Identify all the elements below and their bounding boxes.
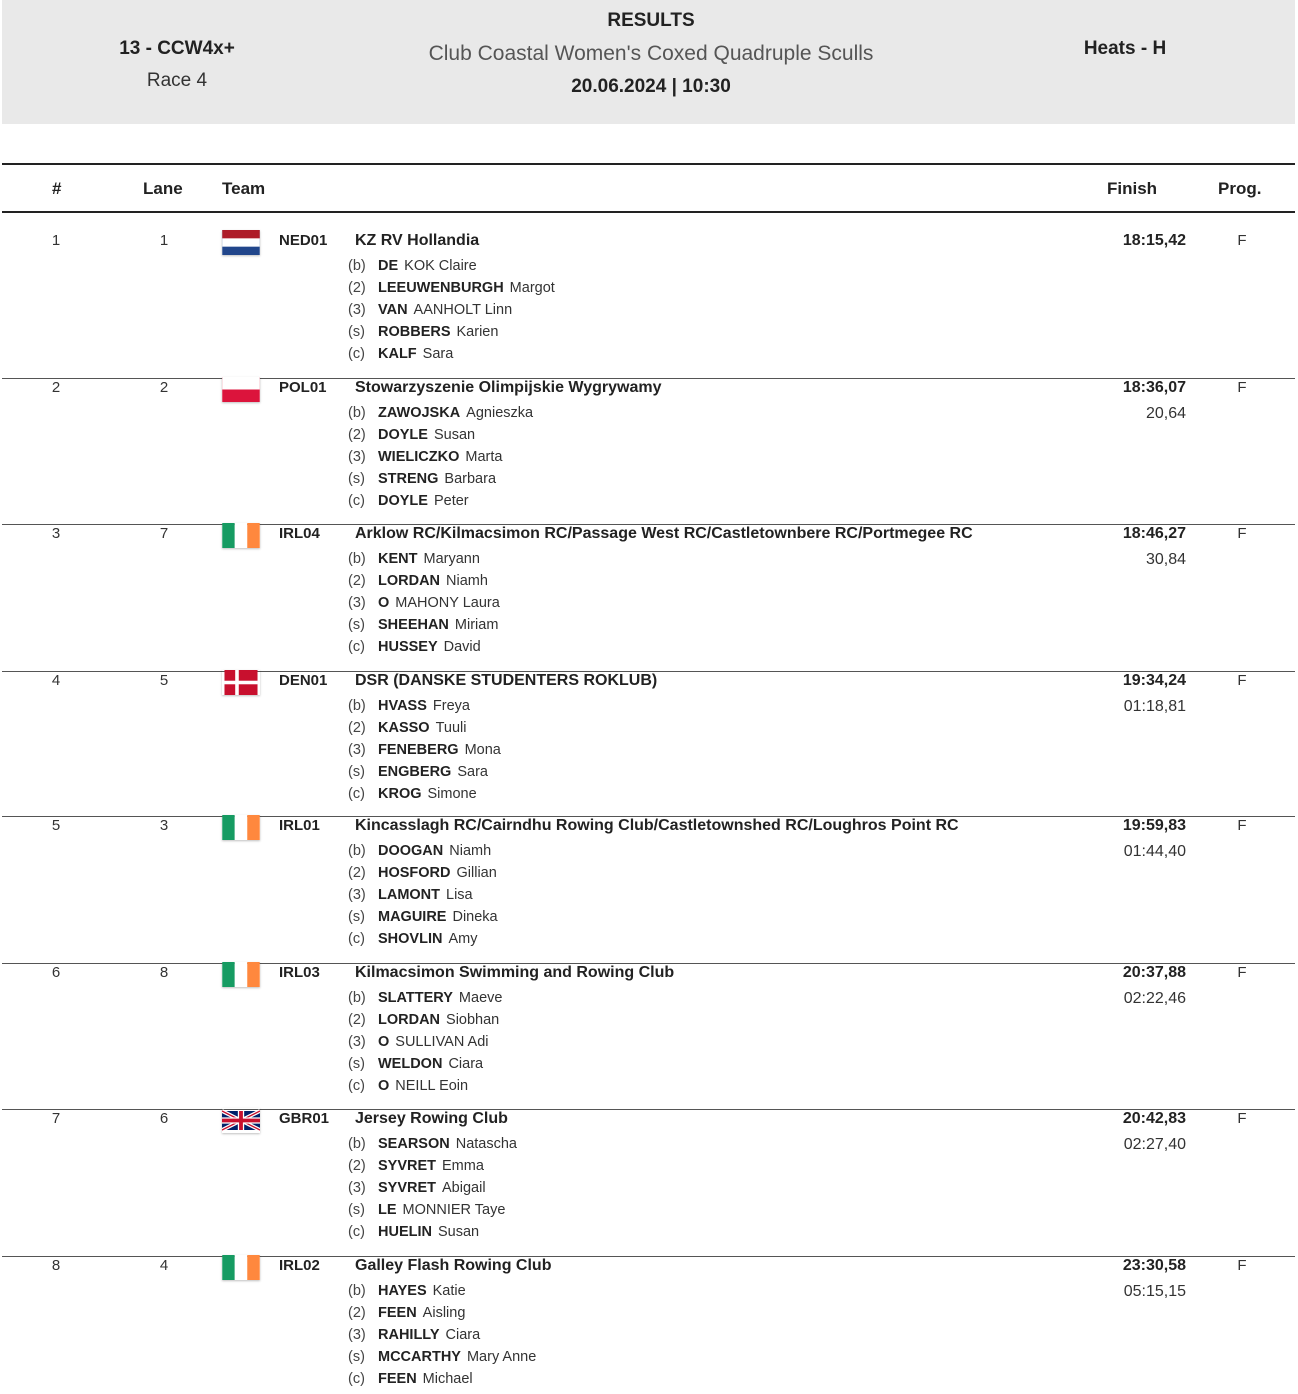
athlete-given-name: KOK Claire	[404, 258, 477, 274]
time-behind: 30,84	[1145, 551, 1186, 568]
athlete-surname: LAMONT	[378, 887, 441, 903]
crew-member	[348, 493, 533, 515]
seat-position: (s)	[348, 617, 365, 633]
seat-position: (b)	[348, 1283, 366, 1299]
race-datetime: 20.06.2024 | 10:30	[571, 76, 731, 97]
seat-position: (3)	[348, 1180, 366, 1196]
athlete-given-name: David	[443, 639, 481, 655]
progression: F	[1237, 964, 1247, 981]
ireland-flag-icon	[222, 1255, 260, 1280]
seat-position: (3)	[348, 302, 366, 318]
time-behind: 02:27,40	[1123, 1136, 1186, 1153]
club-name: Stowarzyszenie Olimpijskie Wygrywamy	[355, 379, 662, 396]
athlete-given-name: MONNIER Taye	[402, 1202, 506, 1218]
athlete-surname: RAHILLY	[378, 1327, 440, 1343]
seat-position: (b)	[348, 1136, 366, 1152]
athlete-given-name: Sara	[457, 764, 488, 780]
athlete-surname: STRENG	[378, 471, 439, 487]
seat-position: (c)	[348, 346, 365, 362]
finish-time: 19:59,83	[1122, 817, 1186, 834]
athlete-given-name: Maeve	[458, 990, 503, 1006]
athlete-surname: DE	[378, 258, 399, 274]
finish-time: 19:34,24	[1122, 672, 1186, 689]
team-code: DEN01	[279, 672, 328, 689]
crew-member	[348, 405, 533, 427]
team-code: IRL03	[279, 964, 320, 981]
athlete-given-name: Tuuli	[435, 720, 467, 736]
athlete-given-name: Marta	[465, 449, 503, 465]
athlete-given-name: Simone	[427, 786, 477, 802]
crew-list	[348, 843, 498, 953]
athlete-surname: WELDON	[378, 1056, 443, 1072]
team-code: POL01	[279, 379, 327, 396]
seat-position: (c)	[348, 1224, 365, 1240]
results-title-block	[351, 10, 951, 98]
table-row	[2, 672, 1295, 817]
crew-member	[348, 1349, 536, 1371]
athlete-given-name: Margot	[509, 280, 555, 296]
crew-member	[348, 1371, 536, 1393]
rank-cell: 1	[51, 232, 61, 249]
club-name: Kilmacsimon Swimming and Rowing Club	[355, 964, 675, 981]
athlete-given-name: Dineka	[452, 909, 498, 925]
crew-member	[348, 698, 501, 720]
ireland-flag-icon	[222, 962, 260, 987]
seat-position: (3)	[348, 449, 366, 465]
team-code: IRL01	[279, 817, 320, 834]
seat-position: (2)	[348, 1158, 366, 1174]
seat-position: (c)	[348, 1078, 365, 1094]
crew-member	[348, 1202, 517, 1224]
crew-member	[348, 324, 555, 346]
seat-position: (b)	[348, 405, 366, 421]
athlete-surname: DOYLE	[378, 493, 428, 509]
athlete-surname: LEEUWENBURGH	[378, 280, 504, 296]
lane-cell: 2	[159, 379, 169, 396]
time-behind: 01:44,40	[1123, 843, 1186, 860]
athlete-given-name: Michael	[422, 1371, 473, 1387]
athlete-given-name: AANHOLT Linn	[413, 302, 513, 318]
athlete-surname: FEEN	[378, 1371, 417, 1387]
lane-cell: 7	[159, 525, 169, 542]
athlete-surname: KASSO	[378, 720, 430, 736]
crew-member	[348, 1136, 517, 1158]
rank-cell: 2	[51, 379, 61, 396]
athlete-given-name: Niamh	[449, 843, 492, 859]
poland-flag-icon	[222, 377, 260, 402]
lane-cell: 1	[159, 232, 169, 249]
club-name: Kincasslagh RC/Cairndhu Rowing Club/Castletownshed RC/Loughros Point RC	[355, 817, 959, 834]
athlete-given-name: Susan	[433, 427, 476, 443]
crew-member	[348, 258, 555, 280]
athlete-given-name: Amy	[448, 931, 478, 947]
crew-list	[348, 698, 501, 808]
seat-position: (b)	[348, 990, 366, 1006]
athlete-given-name: Aisling	[422, 1305, 466, 1321]
crew-member	[348, 909, 498, 931]
athlete-surname: ENGBERG	[378, 764, 452, 780]
rank-cell: 5	[51, 817, 61, 834]
event-code: 13 - CCW4x+	[119, 38, 235, 59]
finish-time: 20:37,88	[1122, 964, 1186, 981]
col-team: Team	[222, 179, 266, 198]
ireland-flag-icon	[222, 523, 260, 548]
crew-member	[348, 1158, 517, 1180]
athlete-surname: MCCARTHY	[378, 1349, 461, 1365]
athlete-surname: O	[378, 1034, 390, 1050]
athlete-surname: SYVRET	[378, 1180, 437, 1196]
progression: F	[1237, 1257, 1247, 1274]
athlete-given-name: Ciara	[445, 1327, 481, 1343]
athlete-surname: HOSFORD	[378, 865, 451, 881]
club-name: KZ RV Hollandia	[355, 232, 480, 249]
athlete-surname: LORDAN	[378, 1012, 441, 1028]
crew-member	[348, 843, 498, 865]
lane-cell: 6	[159, 1110, 169, 1127]
lane-cell: 4	[159, 1257, 169, 1274]
crew-member	[348, 1224, 517, 1246]
time-behind: 05:15,15	[1123, 1283, 1186, 1300]
team-code: IRL02	[279, 1257, 320, 1274]
athlete-surname: SHEEHAN	[378, 617, 449, 633]
athlete-surname: ROBBERS	[378, 324, 451, 340]
table-row	[2, 817, 1295, 964]
finish-time: 18:15,42	[1122, 232, 1186, 249]
athlete-given-name: Lisa	[446, 887, 473, 903]
athlete-surname: HAYES	[378, 1283, 427, 1299]
athlete-given-name: Freya	[432, 698, 470, 714]
crew-member	[348, 449, 533, 471]
finish-time: 18:46,27	[1122, 525, 1186, 542]
athlete-given-name: Agnieszka	[466, 405, 534, 421]
athlete-surname: LORDAN	[378, 573, 441, 589]
seat-position: (3)	[348, 1327, 366, 1343]
athlete-given-name: Sara	[422, 346, 454, 362]
seat-position: (s)	[348, 324, 365, 340]
col-lane: Lane	[143, 179, 183, 198]
seat-position: (s)	[348, 1056, 365, 1072]
seat-position: (c)	[348, 493, 365, 509]
seat-position: (2)	[348, 573, 366, 589]
denmark-flag-icon	[222, 670, 260, 695]
crew-member	[348, 639, 500, 661]
seat-position: (2)	[348, 427, 366, 443]
uk-flag-icon	[222, 1108, 260, 1133]
athlete-surname: HUSSEY	[378, 639, 438, 655]
seat-position: (3)	[348, 1034, 366, 1050]
athlete-surname: O	[378, 1078, 390, 1094]
table-header	[2, 163, 1295, 213]
time-behind: 02:22,46	[1123, 990, 1186, 1007]
athlete-surname: KROG	[378, 786, 422, 802]
progression: F	[1237, 817, 1247, 834]
finish-time: 23:30,58	[1122, 1257, 1186, 1274]
crew-member	[348, 427, 533, 449]
event-name: Club Coastal Women's Coxed Quadruple Sculls	[428, 42, 874, 65]
ireland-flag-icon	[222, 815, 260, 840]
athlete-surname: SLATTERY	[378, 990, 453, 1006]
crew-member	[348, 302, 555, 324]
crew-member	[348, 346, 555, 368]
seat-position: (c)	[348, 1371, 365, 1387]
athlete-surname: HVASS	[378, 698, 427, 714]
progression: F	[1237, 525, 1247, 542]
time-behind: 01:18,81	[1123, 698, 1186, 715]
athlete-given-name: Mona	[464, 742, 501, 758]
athlete-given-name: NEILL Eoin	[395, 1078, 469, 1094]
athlete-surname: O	[378, 595, 390, 611]
lane-cell: 5	[159, 672, 169, 689]
athlete-given-name: Karien	[456, 324, 499, 340]
netherlands-flag-icon	[222, 230, 260, 255]
athlete-given-name: Maryann	[423, 551, 480, 567]
crew-member	[348, 1305, 536, 1327]
seat-position: (2)	[348, 1012, 366, 1028]
crew-member	[348, 1034, 502, 1056]
seat-position: (c)	[348, 639, 365, 655]
seat-position: (c)	[348, 931, 365, 947]
progression: F	[1237, 672, 1247, 689]
seat-position: (2)	[348, 865, 366, 881]
seat-position: (b)	[348, 258, 366, 274]
athlete-given-name: Niamh	[446, 573, 488, 589]
seat-position: (s)	[348, 471, 365, 487]
seat-position: (s)	[348, 1202, 365, 1218]
crew-member	[348, 742, 501, 764]
race-number: Race 4	[146, 70, 208, 91]
crew-list	[348, 1136, 517, 1246]
athlete-surname: FENEBERG	[378, 742, 459, 758]
crew-member	[348, 1283, 536, 1305]
crew-member	[348, 617, 500, 639]
crew-member	[348, 990, 502, 1012]
athlete-surname: KALF	[378, 346, 417, 362]
athlete-given-name: Abigail	[442, 1180, 486, 1196]
table-row	[2, 232, 1295, 379]
athlete-surname: FEEN	[378, 1305, 417, 1321]
crew-member	[348, 1012, 502, 1034]
seat-position: (b)	[348, 551, 366, 567]
club-name: Galley Flash Rowing Club	[355, 1257, 552, 1274]
rank-cell: 3	[51, 525, 61, 542]
results-header	[2, 0, 1295, 124]
crew-member	[348, 471, 533, 493]
seat-position: (b)	[348, 698, 366, 714]
page-title: RESULTS	[607, 10, 695, 31]
seat-position: (3)	[348, 742, 366, 758]
athlete-given-name: Barbara	[444, 471, 497, 487]
finish-time: 20:42,83	[1122, 1110, 1186, 1127]
athlete-given-name: Katie	[432, 1283, 466, 1299]
athlete-surname: VAN	[378, 302, 408, 318]
race-round: Heats - H	[1083, 38, 1167, 59]
table-row	[2, 525, 1295, 672]
crew-member	[348, 1327, 536, 1349]
athlete-surname: DOOGAN	[378, 843, 444, 859]
col-finish: Finish	[1107, 179, 1158, 198]
athlete-surname: DOYLE	[378, 427, 428, 443]
athlete-given-name: MAHONY Laura	[395, 595, 500, 611]
crew-list	[348, 405, 533, 515]
crew-member	[348, 786, 501, 808]
crew-member	[348, 865, 498, 887]
col-rank: #	[52, 179, 62, 198]
rank-cell: 4	[51, 672, 61, 689]
club-name: DSR (DANSKE STUDENTERS ROKLUB)	[355, 672, 658, 689]
athlete-given-name: Natascha	[455, 1136, 517, 1152]
club-name: Arklow RC/Kilmacsimon RC/Passage West RC/Castletownbere RC/Portmegee RC	[355, 525, 973, 542]
progression: F	[1237, 232, 1247, 249]
athlete-surname: MAGUIRE	[378, 909, 447, 925]
lane-cell: 8	[159, 964, 169, 981]
table-row	[2, 1257, 1295, 1394]
crew-member	[348, 1078, 502, 1100]
crew-member	[348, 764, 501, 786]
progression: F	[1237, 1110, 1247, 1127]
athlete-surname: SYVRET	[378, 1158, 437, 1174]
crew-list	[348, 990, 502, 1100]
athlete-surname: KENT	[378, 551, 418, 567]
seat-position: (3)	[348, 887, 366, 903]
table-row	[2, 379, 1295, 525]
athlete-surname: ZAWOJSKA	[378, 405, 461, 421]
seat-position: (b)	[348, 843, 366, 859]
crew-list	[348, 258, 555, 368]
crew-member	[348, 1056, 502, 1078]
rank-cell: 6	[51, 964, 61, 981]
athlete-given-name: Ciara	[448, 1056, 484, 1072]
athlete-given-name: Siobhan	[446, 1012, 500, 1028]
progression: F	[1237, 379, 1247, 396]
crew-member	[348, 595, 500, 617]
club-name: Jersey Rowing Club	[355, 1110, 508, 1127]
seat-position: (2)	[348, 280, 366, 296]
crew-member	[348, 1180, 517, 1202]
athlete-given-name: Gillian	[456, 865, 497, 881]
lane-cell: 3	[159, 817, 169, 834]
athlete-given-name: Susan	[437, 1224, 480, 1240]
rank-cell: 8	[51, 1257, 61, 1274]
col-prog: Prog.	[1218, 179, 1262, 198]
table-row	[2, 1110, 1295, 1257]
crew-member	[348, 720, 501, 742]
crew-member	[348, 280, 555, 302]
team-code: IRL04	[279, 525, 320, 542]
crew-member	[348, 551, 500, 573]
athlete-given-name: SULLIVAN Adi	[395, 1034, 489, 1050]
athlete-surname: HUELIN	[378, 1224, 432, 1240]
seat-position: (s)	[348, 764, 365, 780]
athlete-surname: WIELICZKO	[378, 449, 460, 465]
seat-position: (s)	[348, 909, 365, 925]
athlete-surname: LE	[378, 1202, 397, 1218]
athlete-surname: SHOVLIN	[378, 931, 443, 947]
athlete-given-name: Peter	[433, 493, 469, 509]
event-info	[62, 38, 292, 92]
crew-member	[348, 887, 498, 909]
seat-position: (2)	[348, 720, 366, 736]
table-row	[2, 964, 1295, 1110]
time-behind: 20,64	[1145, 405, 1186, 422]
crew-member	[348, 573, 500, 595]
athlete-given-name: Miriam	[454, 617, 499, 633]
team-code: GBR01	[279, 1110, 330, 1127]
athlete-given-name: Mary Anne	[466, 1349, 537, 1365]
crew-member	[348, 931, 498, 953]
seat-position: (c)	[348, 786, 365, 802]
crew-list	[348, 551, 500, 661]
crew-list	[348, 1283, 536, 1393]
seat-position: (s)	[348, 1349, 365, 1365]
finish-time: 18:36,07	[1122, 379, 1186, 396]
team-code: NED01	[279, 232, 328, 249]
athlete-surname: SEARSON	[378, 1136, 450, 1152]
rank-cell: 7	[51, 1110, 61, 1127]
seat-position: (3)	[348, 595, 366, 611]
athlete-given-name: Emma	[442, 1158, 484, 1174]
seat-position: (2)	[348, 1305, 366, 1321]
